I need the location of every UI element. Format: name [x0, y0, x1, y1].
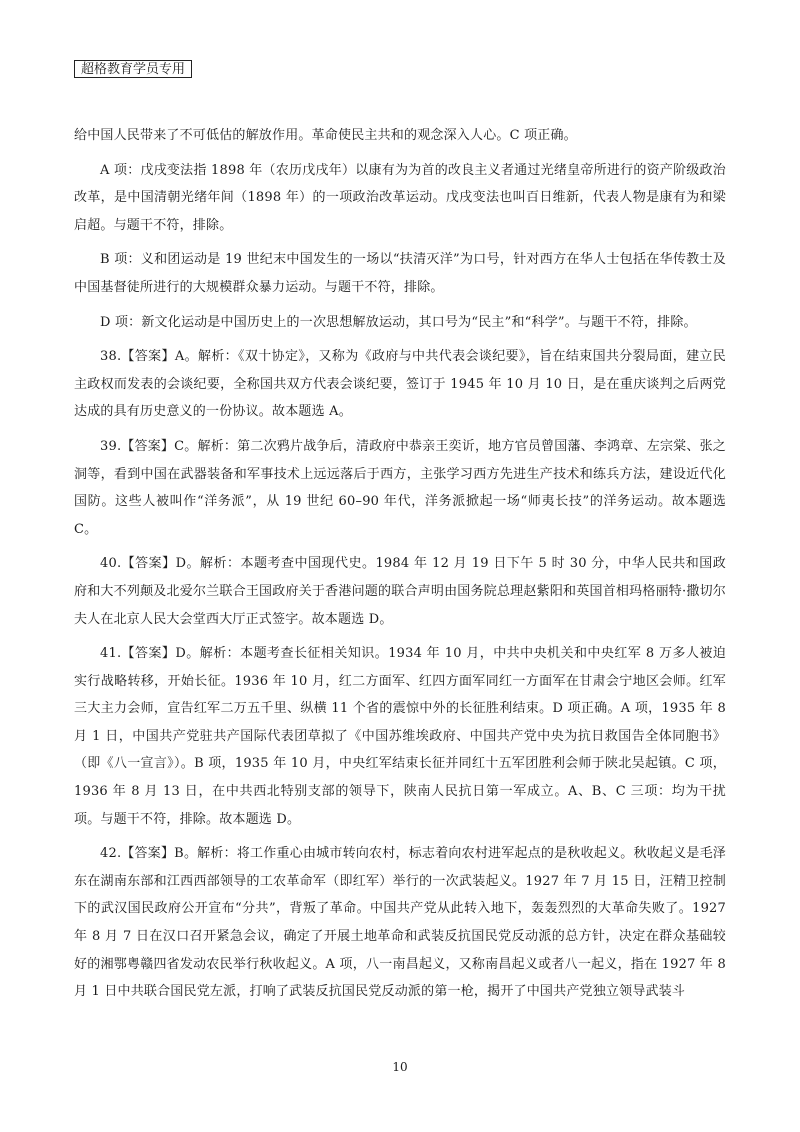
- paragraph-answer-42: 42.【答案】B。解析：将工作重心由城市转向农村，标志着向农村进军起点的是秋收起义。秋收起义是毛泽东在湖南东部和江西西部领导的工农革命军（即红军）举行的一次武装起义。1927 年 7 月 15 日，汪精卫控制下的武汉国民政府公开宣布“分共”，背叛了革命。中国共产党从此转入地下，轰轰烈烈的大革命失败了。1927 年 8 月 7 日在汉口召开紧急会议，确定了开展土地革命和武装反抗国民党反动派的总方针，决定在群众基础较好的湘鄂粤赣四省发动农民举行秋收起义。A 项，八一南昌起义，又称南昌起义或者八一起义，指在 1927 年 8 月 1 日中共联合国民党左派，打响了武装反抗国民党反动派的第一枪，揭开了中国共产党独立领导武装斗: [74, 846, 726, 1000]
- paragraph-option-b: B 项：义和团运动是 19 世纪末中国发生的一场以“扶清灭洋”为口号，针对西方在华人士包括在华传教士及中国基督徒所进行的大规模群众暴力运动。与题干不符，排除。: [74, 252, 726, 295]
- paragraph-continuation: 给中国人民带来了不可低估的解放作用。革命使民主共和的观念深入人心。C 项正确。: [74, 128, 577, 143]
- paragraph-option-d: D 项：新文化运动是中国历史上的一次思想解放运动，其口号为“民主”和“科学”。与题干不符，排除。: [100, 314, 697, 330]
- paragraph-answer-41: 41.【答案】D。解析：本题考查长征相关知识。1934 年 10 月，中共中央机关和中央红军 8 万多人被迫实行战略转移，开始长征。1936 年 10 月，红二方面军、红四方面军同红一方面军在甘肃会宁地区会师。红军三大主力会师，宣告红军二万五千里、纵横 11 个省的震惊中外的长征胜利结束。D 项正确。A 项，1935 年 8 月 1 日，中国共产党驻共产国际代表团草拟了《中国苏维埃政府、中国共产党中央为抗日救国告全体同胞书》（即《八一宣言》）。B 项，1935 年 10 月，中央红军结束长征并同红十五军团胜利会师于陕北吴起镇。C 项，1936 年 8 月 13 日，在中共西北特别支部的领导下，陕南人民抗日第一军成立。A、B、C 三项：均为干扰项。与题干不符，排除。故本题选 D。: [74, 646, 726, 827]
- paragraph-option-a: A 项：戊戌变法指 1898 年（农历戊戌年）以康有为为首的改良主义者通过光绪皇帝所进行的资产阶级政治改革，是中国清朝光绪年间（1898 年）的一项政治改革运动。戊戌变法也叫百日维新，代表人物是康有为和梁启超。与题干不符，排除。: [74, 162, 726, 233]
- paragraph-answer-38: 38.【答案】A。解析：《双十协定》，又称为《政府与中共代表会谈纪要》，旨在结束国共分裂局面，建立民主政权而发表的会谈纪要，全称国共双方代表会谈纪要，签订于 1945 年 10 月 10 日，是在重庆谈判之后两党达成的具有历史意义的一份协议。故本题选 A。: [74, 349, 726, 420]
- paragraph-answer-39: 39.【答案】C。解析：第二次鸦片战争后，清政府中恭亲王奕䜣，地方官员曾国藩、李鸿章、左宗棠、张之洞等，看到中国在武器装备和军事技术上远远落后于西方，主张学习西方先进生产技术和练兵方法，建设近代化国防。这些人被叫作“洋务派”，从 19 世纪 60–90 年代，洋务派掀起一场“师夷长技”的洋务运动。故本题选 C。: [74, 438, 726, 537]
- answer-explanation-body: [74, 122, 726, 1013]
- paragraph-answer-40: 40.【答案】D。解析：本题考查中国现代史。1984 年 12 月 19 日下午 5 时 30 分，中华人民共和国政府和大不列颠及北爱尔兰联合王国政府关于香港问题的联合声明由国务院总理赵紫阳和英国首相玛格丽特·撒切尔夫人在北京人民大会堂西大厅正式签字。故本题选 D。: [74, 556, 726, 627]
- page-number: 10: [392, 1060, 408, 1074]
- header-label-box: 超格教育学员专用: [74, 60, 192, 78]
